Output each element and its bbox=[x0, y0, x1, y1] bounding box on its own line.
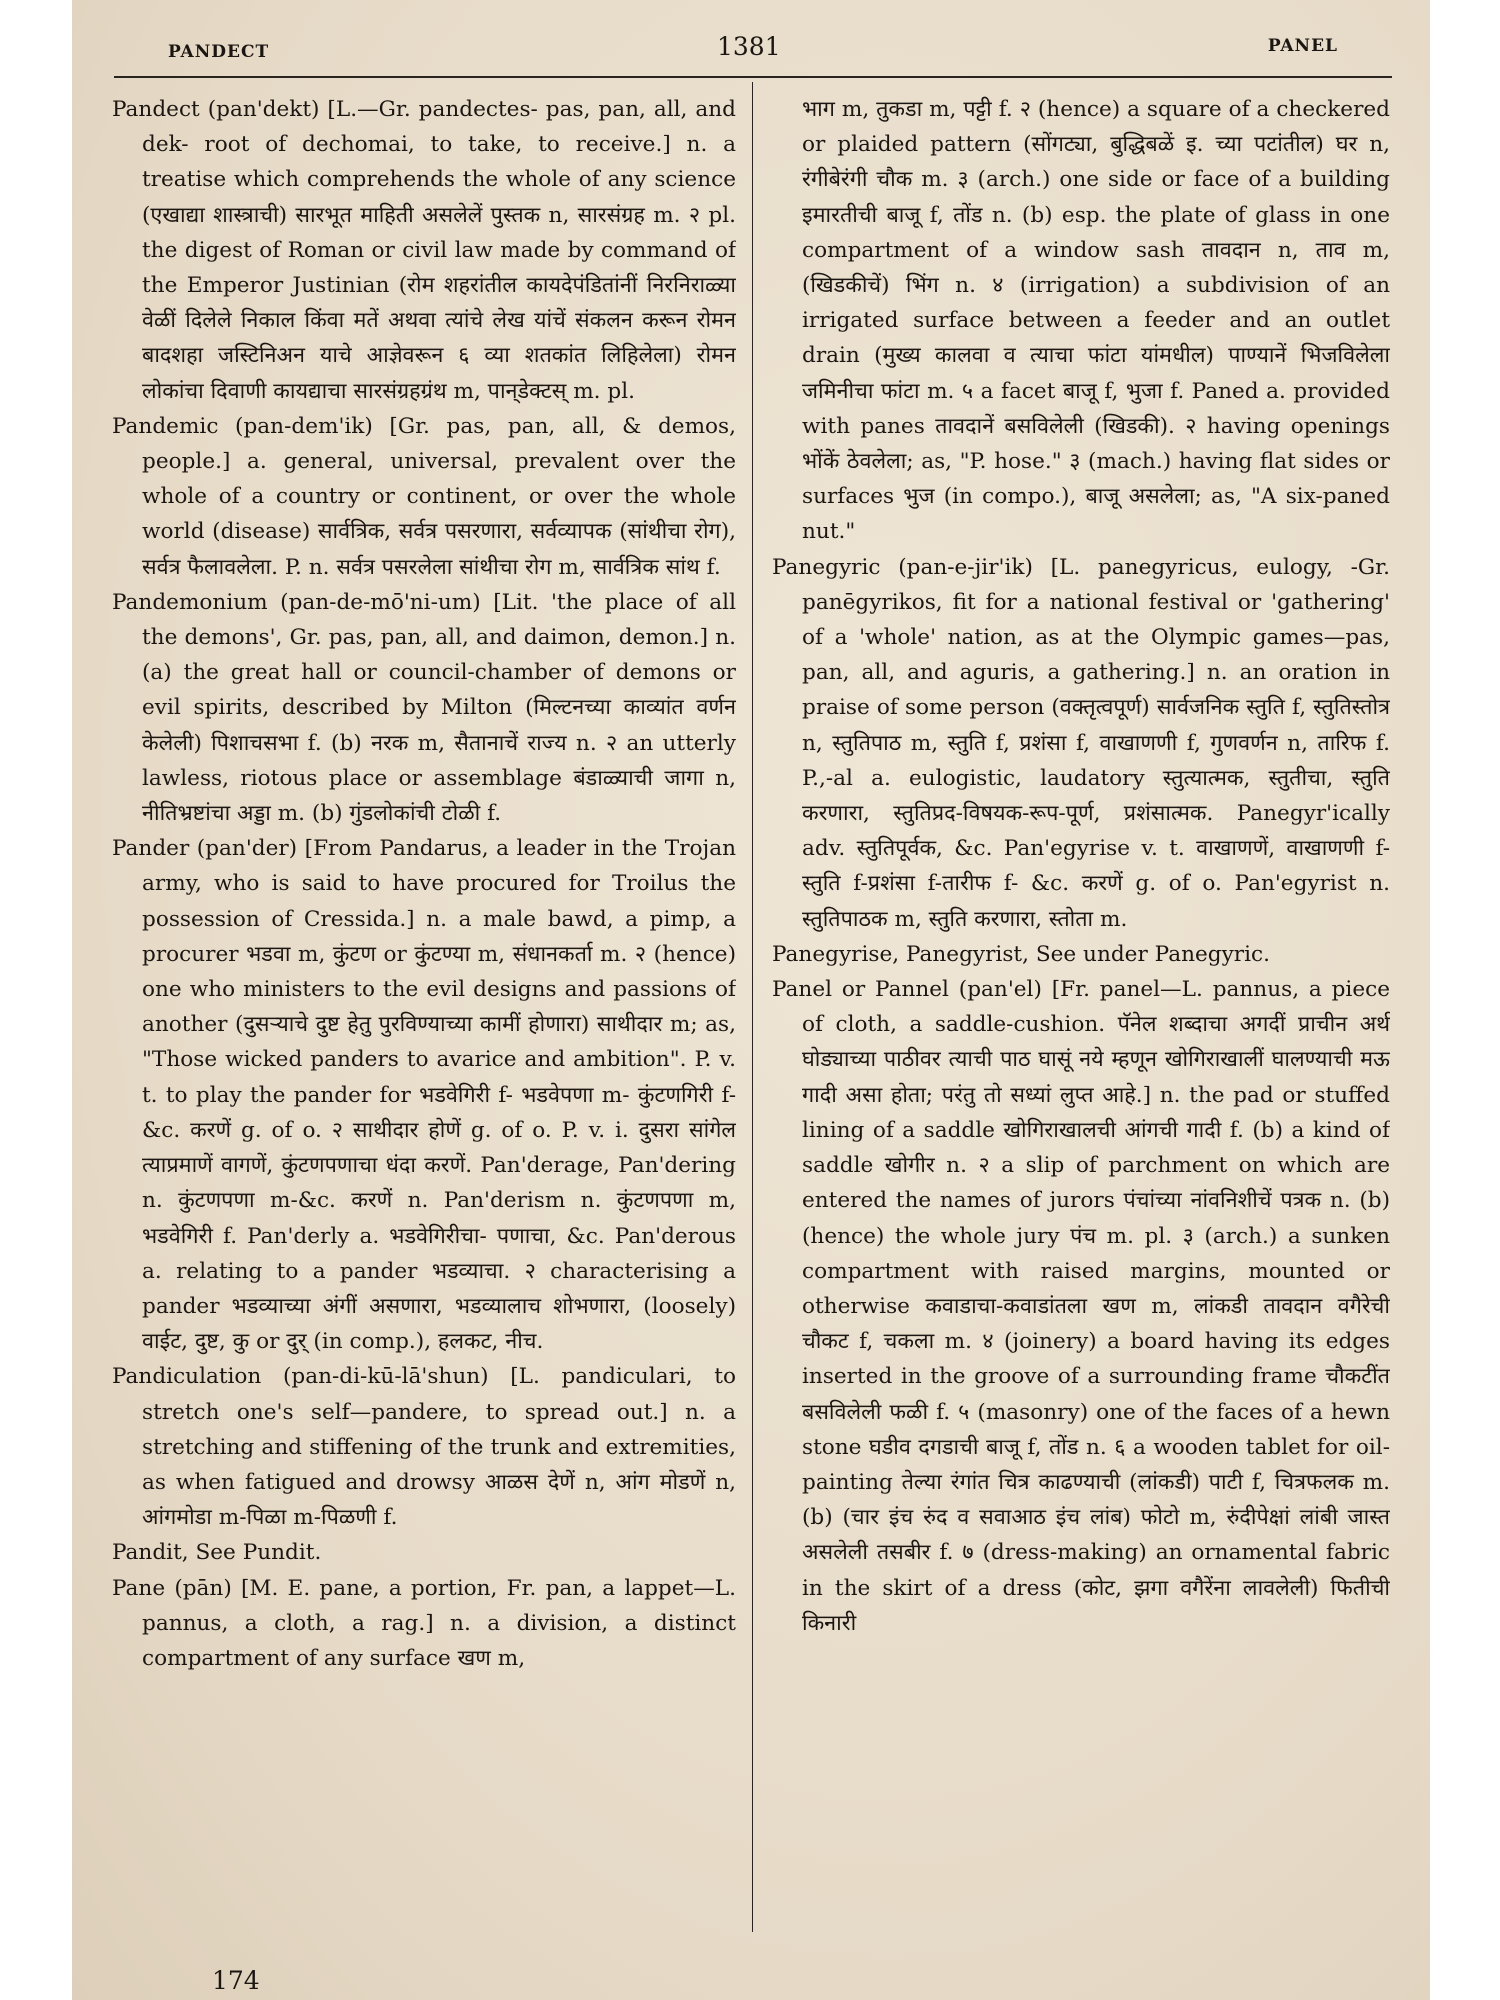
entry-pandect: Pandect (pan'dekt) [L.—Gr. pandectes- pas, pan, all, and dek- root of dechomai, to take, to receive.] n. a treatise which comprehends the whole of any science (एखाद्या शास्त्राची) सारभूत माहिती असलेलें पुस्तक n, सारसंग्रह m. २ pl. the digest of Roman or civil law made by command of the Emperor Justinian (रोम शहरांतील कायदेपंडितांनीं निरनिराळ्या वेळीं दिलेले निकाल किंवा मतें अथवा त्यांचे लेख यांचें संकलन करून रोमन बादशहा जस्टिनिअन याचे आज्ञेवरून ६ व्या शतकांत लिहिलेला) रोमन लोकांचा दिवाणी कायद्याचा सारसंग्रहग्रंथ m, पान्‌डेक्टस् m. pl. bbox=[112, 97, 736, 404]
entry-pandemonium: Pandemonium (pan-de-mō'ni-um) [Lit. 'the place of all the demons', Gr. pas, pan, all, and daimon, demon.] n. (a) the great hall or council-chamber of demons or evil spirits, described by Milton (मिल्टनच्या काव्यांत वर्णन केलेली) पिशाचसभा f. (b) नरक m, सैतानाचें राज्य n. २ an utterly lawless, riotous place or assemblage बंडाळ्याची जागा n, नीतिभ्रष्टांचा अड्डा m. (b) गुंडलोकांची टोळी f. bbox=[112, 589, 736, 827]
header-rule bbox=[114, 76, 1392, 78]
dictionary-page bbox=[72, 0, 1430, 2000]
header-right-guide-word: PANEL bbox=[1267, 36, 1338, 56]
page-header bbox=[72, 24, 1430, 68]
entry-pander: Pander (pan'der) [From Pandarus, a leader in the Trojan army, who is said to have procured for Troilus the possession of Cressida.] n. a male bawd, a pimp, a procurer भडवा m, कुंटण or कुंटण्या m, संधानकर्ता m. २ (hence) one who ministers to the evil designs and passions of another (दुसऱ्याचे दुष्ट हेतु पुरविण्याच्या कामीं होणारा) साथीदार m; as, "Those wicked panders to avarice and ambition". P. v. t. to play the pander for भडवेगिरी f- भडवेपणा m- कुंटणगिरी f- &c. करणें g. of o. २ साथीदार होणें g. of o. P. v. i. दुसरा सांगेल त्याप्रमाणें वागणें, कुंटणपणाचा धंदा करणें. Pan'derage, Pan'dering n. कुंटणपणा m-&c. करणें n. Pan'derism n. कुंटणपणा m, भडवेगिरी f. Pan'derly a. भडवेगिरीचा- पणाचा, &c. Pan'derous a. relating to a pander भडव्याचा. २ characterising a pander भडव्याच्या अंगीं असणारा, भडव्यालाच शोभणारा, (loosely) वाईट, दुष्ट, कु or दुर् (in comp.), हलकट, नीच. bbox=[112, 836, 736, 1355]
entry-panegyric: Panegyric (pan-e-jir'ik) [L. panegyricus, eulogy, -Gr. panēgyrikos, fit for a national festival or 'gathering' of a 'whole' nation, as at the Olympic games—pas, pan, all, and aguris, a gathering.] n. an oration in praise of some person (वक्तृत्वपूर्ण) सार्वजनिक स्तुति f, स्तुतिस्तोत्र n, स्तुतिपाठ m, स्तुति f, प्रशंसा f, वाखाणणी f, गुणवर्णन n, तारिफ f. P.,-al a. eulogistic, laudatory स्तुत्यात्मक, स्तुतीचा, स्तुति करणारा, स्तुतिप्रद-विषयक-रूप-पूर्ण, प्रशंसात्मक. Panegyr'ically adv. स्तुतिपूर्वक, &c. Pan'egyrise v. t. वाखाणणें, वाखाणणी f-स्तुति f-प्रशंसा f-तारीफ f- &c. करणें g. of o. Pan'egyrist n. स्तुतिपाठक m, स्तुति करणारा, स्तोता m. bbox=[772, 554, 1390, 932]
left-column bbox=[112, 92, 736, 1922]
entry-pane: Pane (pān) [M. E. pane, a portion, Fr. pan, a lappet—L. pannus, a cloth, a rag.] n. a division, a distinct compartment of any surface खण m, bbox=[112, 1575, 736, 1671]
entry-pane-continued: भाग m, तुकडा m, पट्टी f. २ (hence) a square of a checkered or plaided pattern (सोंगट्या, बुद्धिबळें इ. च्या पटांतील) घर n, रंगीबेरंगी चौक m. ३ (arch.) one side or face of a building इमारतीची बाजू f, तोंड n. (b) esp. the plate of glass in one compartment of a window sash तावदान n, ताव m, (खिडकीचें) भिंग n. ४ (irrigation) a subdivision of an irrigated surface between a feeder and an outlet drain (मुख्य कालवा व त्याचा फांटा यांमधील) पाण्यानें भिजविलेला जमिनीचा फांटा m. ५ a facet बाजू f, भुजा f. Paned a. provided with panes तावदानें बसविलेली (खिडकी). २ having openings भोंकें ठेवलेला; as, "P. hose." ३ (mach.) having flat sides or surfaces भुज (in compo.), बाजू असलेला; as, "A six-paned nut." bbox=[802, 97, 1390, 545]
entry-panegyrise: Panegyrise, Panegyrist, See under Panegyric. bbox=[772, 941, 1270, 967]
column-divider bbox=[752, 82, 753, 1932]
header-left-guide-word: PANDECT bbox=[168, 42, 270, 62]
entry-pandiculation: Pandiculation (pan-di-kū-lā'shun) [L. pandiculari, to stretch one's self—pandere, to spread out.] n. a stretching and stiffening of the trunk and extremities, as when fatigued and drowsy आळस देणें n, आंग मोडणें n, आंगमोडा m-पिळा m-पिळणी f. bbox=[112, 1364, 736, 1531]
right-column bbox=[772, 92, 1390, 1922]
entry-pandit: Pandit, See Pundit. bbox=[112, 1540, 322, 1566]
entry-pandemic: Pandemic (pan-dem'ik) [Gr. pas, pan, all, & demos, people.] a. general, universal, prevalent over the whole of a country or continent, or over the whole world (disease) सार्वत्रिक, सर्वत्र पसरणारा, सर्वव्यापक (सांथीचा रोग), सर्वत्र फैलावलेला. P. n. सर्वत्र पसरलेला सांथीचा रोग m, सार्वत्रिक सांथ f. bbox=[112, 413, 736, 580]
footer-page-number: 174 bbox=[212, 1966, 260, 1995]
entry-panel: Panel or Pannel (pan'el) [Fr. panel—L. pannus, a piece of cloth, a saddle-cushion. पॅनेल शब्दाचा अगदीं प्राचीन अर्थ घोड्याच्या पाठीवर त्याची पाठ घासूं नये म्हणून खोगिराखालीं घालण्याची मऊ गादी असा होता; परंतु तो सध्यां लुप्त आहे.] n. the pad or stuffed lining of a saddle खोगिराखालची आंगची गादी f. (b) a kind of saddle खोगीर n. २ a slip of parchment on which are entered the names of jurors पंचांच्या नांवनिशीचें पत्रक n. (b) (hence) the whole jury पंच m. pl. ३ (arch.) a sunken compartment with raised margins, mounted or otherwise कवाडाचा-कवाडांतला खण m, लांकडी तावदान वगैरेची चौकट f, चकला m. ४ (joinery) a board having its edges inserted in the groove of a surrounding frame चौकटींत बसविलेली फळी f. ५ (masonry) one of the faces of a hewn stone घडीव दगडाची बाजू f, तोंड n. ६ a wooden tablet for oil-painting तेल्या रंगांत चित्र काढण्याची (लांकडी) पाटी f, चित्रफलक m. (b) (चार इंच रुंद व सवाआठ इंच लांब) फोटो m, रुंदीपेक्षां लांबी जास्त असलेली तसबीर f. ७ (dress-making) an ornamental fabric in the skirt of a dress (कोट, झगा वगैरेंना लावलेली) फितीची किनारी bbox=[772, 977, 1390, 1636]
header-page-number: 1381 bbox=[717, 32, 781, 61]
